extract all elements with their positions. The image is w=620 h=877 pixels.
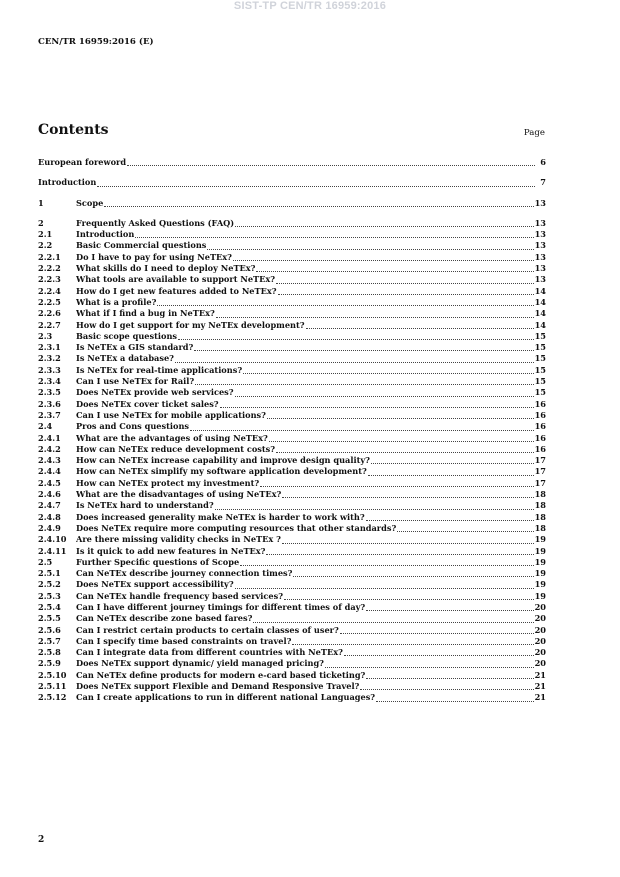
toc-entry[interactable] xyxy=(38,320,546,331)
toc-leader-dots xyxy=(157,304,533,306)
toc-entry-title: Can NeTEx describe zone based fares? xyxy=(76,613,253,624)
toc-leader-dots xyxy=(260,485,533,487)
toc-entry-title: Does NeTEx cover ticket sales? xyxy=(76,398,219,409)
toc-entry[interactable] xyxy=(38,433,546,444)
toc-leader-dots xyxy=(127,164,535,166)
toc-entry-number: 2 xyxy=(38,217,44,228)
toc-entry[interactable] xyxy=(38,489,546,500)
toc-entry-page: 19 xyxy=(534,534,546,545)
toc-entry-page: 13 xyxy=(534,229,546,240)
toc-entry-page: 13 xyxy=(534,274,546,285)
toc-entry-number: 2.5.12 xyxy=(38,692,67,703)
toc-entry[interactable] xyxy=(38,625,546,636)
toc-entry[interactable] xyxy=(38,286,546,297)
toc-entry-number: 2.5.6 xyxy=(38,624,61,635)
toc-entry-number: 2.4.3 xyxy=(38,455,61,466)
toc-entry-number: 2.5.10 xyxy=(38,669,67,680)
toc-entry-title: What are the advantages of using NeTEx? xyxy=(76,432,268,443)
toc-entry-page: 21 xyxy=(534,692,546,703)
toc-leader-dots xyxy=(306,327,534,329)
toc-entry-title: Does NeTEx support Flexible and Demand Responsive Travel? xyxy=(76,681,360,692)
toc-entry[interactable] xyxy=(38,308,546,319)
toc-entry-number: 2.5.9 xyxy=(38,658,61,669)
toc-entry-page: 13 xyxy=(534,217,546,228)
toc-entry-number: 2.3 xyxy=(38,330,53,341)
toc-leader-dots xyxy=(135,236,533,238)
toc-entry-page: 16 xyxy=(534,443,546,454)
toc-entry-title: Can NeTEx define products for modern e-card based ticketing? xyxy=(76,669,366,680)
toc-entry-page: 16 xyxy=(534,432,546,443)
toc-entry-page: 20 xyxy=(534,624,546,635)
toc-entry-page: 18 xyxy=(534,489,546,500)
toc-entry-page: 13 xyxy=(534,197,546,208)
toc-entry-page: 15 xyxy=(534,387,546,398)
toc-entry-title: Can I integrate data from different countries with NeTEx? xyxy=(76,647,343,658)
toc-entry-title: Is NeTEx a GIS standard? xyxy=(76,342,194,353)
toc-entry-title: Is NeTEx hard to understand? xyxy=(76,500,214,511)
toc-entry-page: 19 xyxy=(534,590,546,601)
toc-entry-page: 20 xyxy=(534,658,546,669)
toc-leader-dots xyxy=(292,643,533,645)
toc-entry-page: 18 xyxy=(534,522,546,533)
toc-entry-number: 2.1 xyxy=(38,229,53,240)
toc-entry[interactable] xyxy=(38,602,546,613)
toc-leader-dots xyxy=(276,282,534,284)
toc-entry[interactable] xyxy=(38,342,546,353)
toc-entry-page: 17 xyxy=(534,466,546,477)
toc-entry-title: Basic scope questions xyxy=(76,330,178,341)
toc-leader-dots xyxy=(178,338,534,340)
toc-leader-dots xyxy=(253,621,533,623)
toc-entry[interactable] xyxy=(38,177,546,188)
toc-entry-number: 2.2.7 xyxy=(38,319,61,330)
toc-entry-title: How can NeTEx protect my investment? xyxy=(76,477,260,488)
toc-leader-dots xyxy=(282,542,534,544)
toc-entry-number: 2.5 xyxy=(38,556,53,567)
toc-leader-dots xyxy=(366,519,534,521)
toc-leader-dots xyxy=(240,564,533,566)
document-reference: CEN/TR 16959:2016 (E) xyxy=(38,37,154,47)
watermark: SIST-TP CEN/TR 16959:2016 xyxy=(233,0,387,12)
toc-leader-dots xyxy=(216,316,534,318)
toc-entry-title: How can NeTEx reduce development costs? xyxy=(76,443,276,454)
toc-entry[interactable] xyxy=(38,670,546,681)
toc-entry[interactable] xyxy=(38,198,546,209)
toc-entry-page: 15 xyxy=(534,342,546,353)
contents-heading: Contents xyxy=(38,122,109,138)
toc-entry-page: 14 xyxy=(534,308,546,319)
toc-leader-dots xyxy=(194,349,533,351)
toc-entry[interactable] xyxy=(38,478,546,489)
toc-entry-number: 2.4.1 xyxy=(38,432,61,443)
toc-entry-title: Frequently Asked Questions (FAQ) xyxy=(76,217,235,228)
toc-entry[interactable] xyxy=(38,421,546,432)
toc-entry-title: Further Specific questions of Scope xyxy=(76,556,240,567)
table-of-contents xyxy=(38,157,546,704)
toc-entry-title: Introduction xyxy=(76,229,135,240)
toc-leader-dots xyxy=(269,440,534,442)
toc-entry-page: 20 xyxy=(534,601,546,612)
toc-entry-number: 2.3.4 xyxy=(38,376,61,387)
toc-leader-dots xyxy=(360,688,533,690)
toc-entry-number: 1 xyxy=(38,197,44,208)
toc-entry-number: 2.5.1 xyxy=(38,568,61,579)
toc-entry[interactable] xyxy=(38,681,546,692)
toc-entry-title: Can I restrict certain products to certain classes of user? xyxy=(76,624,339,635)
toc-entry-number: 2.5.5 xyxy=(38,613,61,624)
toc-entry-number: 2.5.11 xyxy=(38,681,67,692)
toc-entry-title: Does NeTEx support dynamic/ yield managed pricing? xyxy=(76,658,324,669)
toc-entry[interactable] xyxy=(38,523,546,534)
toc-entry-page: 13 xyxy=(534,251,546,262)
toc-entry[interactable] xyxy=(38,579,546,590)
toc-entry-page: 16 xyxy=(534,409,546,420)
toc-entry-page: 20 xyxy=(534,647,546,658)
toc-entry-page: 14 xyxy=(534,285,546,296)
toc-entry-number: 2.3.5 xyxy=(38,387,61,398)
toc-entry-title: Introduction xyxy=(38,177,97,188)
toc-leader-dots xyxy=(368,474,534,476)
toc-entry-page: 15 xyxy=(534,353,546,364)
toc-entry-title: How do I get new features added to NeTEx? xyxy=(76,285,277,296)
toc-entry-number: 2.5.4 xyxy=(38,601,61,612)
toc-leader-dots xyxy=(366,677,533,679)
toc-entry[interactable] xyxy=(38,399,546,410)
toc-entry-title: How can NeTEx simplify my software application development? xyxy=(76,466,367,477)
toc-entry-page: 19 xyxy=(534,556,546,567)
toc-entry-number: 2.2.5 xyxy=(38,296,61,307)
toc-entry-title: Is NeTEx a database? xyxy=(76,353,174,364)
toc-entry-title: Pros and Cons questions xyxy=(76,421,190,432)
toc-entry[interactable] xyxy=(38,229,546,240)
toc-entry[interactable] xyxy=(38,557,546,568)
toc-entry-number: 2.4.11 xyxy=(38,545,67,556)
toc-entry[interactable] xyxy=(38,157,546,168)
toc-entry-title: How can NeTEx increase capability and improve design quality? xyxy=(76,455,370,466)
toc-entry[interactable] xyxy=(38,512,546,523)
toc-entry-number: 2.5.8 xyxy=(38,647,61,658)
toc-leader-dots xyxy=(235,225,533,227)
toc-entry-page: 18 xyxy=(534,511,546,522)
toc-entry-number: 2.3.2 xyxy=(38,353,61,364)
toc-leader-dots xyxy=(278,293,534,295)
toc-leader-dots xyxy=(344,654,534,656)
toc-entry[interactable] xyxy=(38,568,546,579)
toc-entry-title: Basic Commercial questions xyxy=(76,240,207,251)
toc-leader-dots xyxy=(256,270,533,272)
toc-entry-number: 2.5.7 xyxy=(38,635,61,646)
toc-entry-title: Do I have to pay for using NeTEx? xyxy=(76,251,232,262)
toc-leader-dots xyxy=(235,395,534,397)
toc-entry-page: 20 xyxy=(534,613,546,624)
toc-leader-dots xyxy=(293,575,533,577)
toc-leader-dots xyxy=(190,429,534,431)
toc-entry-number: 2.4.10 xyxy=(38,534,67,545)
toc-leader-dots xyxy=(366,609,533,611)
toc-entry-title: What if I find a bug in NeTEx? xyxy=(76,308,215,319)
toc-entry-title: What tools are available to support NeTEx? xyxy=(76,274,276,285)
toc-entry-title: Does increased generality make NeTEx is harder to work with? xyxy=(76,511,365,522)
toc-entry-page: 19 xyxy=(534,545,546,556)
toc-entry-page: 21 xyxy=(534,681,546,692)
toc-entry[interactable] xyxy=(38,387,546,398)
toc-entry-page: 15 xyxy=(534,330,546,341)
toc-leader-dots xyxy=(195,383,533,385)
toc-entry-number: 2.3.6 xyxy=(38,398,61,409)
toc-leader-dots xyxy=(376,700,533,702)
toc-entry-page: 6 xyxy=(540,157,546,167)
toc-entry-title: Can I use NeTEx for Rail? xyxy=(76,376,195,387)
toc-entry[interactable] xyxy=(38,365,546,376)
toc-leader-dots xyxy=(220,406,534,408)
toc-entry-page: 18 xyxy=(534,500,546,511)
toc-leader-dots xyxy=(207,248,533,250)
toc-entry-title: Is NeTEx for real-time applications? xyxy=(76,364,243,375)
toc-leader-dots xyxy=(397,530,533,532)
toc-entry[interactable] xyxy=(38,297,546,308)
toc-leader-dots xyxy=(175,361,534,363)
toc-entry[interactable] xyxy=(38,444,546,455)
toc-leader-dots xyxy=(340,632,534,634)
toc-entry-number: 2.4.5 xyxy=(38,477,61,488)
toc-entry[interactable] xyxy=(38,455,546,466)
toc-leader-dots xyxy=(235,587,534,589)
toc-entry-page: 14 xyxy=(534,319,546,330)
toc-entry-number: 2.2.3 xyxy=(38,274,61,285)
toc-leader-dots xyxy=(104,205,533,207)
toc-entry[interactable] xyxy=(38,252,546,263)
toc-entry[interactable] xyxy=(38,591,546,602)
toc-entry-page: 13 xyxy=(534,240,546,251)
toc-entry[interactable] xyxy=(38,410,546,421)
toc-entry-number: 2.4 xyxy=(38,421,53,432)
toc-entry[interactable] xyxy=(38,534,546,545)
toc-entry-title: What skills do I need to deploy NeTEx? xyxy=(76,263,256,274)
toc-entry-number: 2.4.7 xyxy=(38,500,61,511)
toc-entry-title: Can I create applications to run in different national Languages? xyxy=(76,692,376,703)
toc-entry-page: 16 xyxy=(534,421,546,432)
toc-entry-number: 2.4.2 xyxy=(38,443,61,454)
toc-entry[interactable] xyxy=(38,546,546,557)
toc-entry[interactable] xyxy=(38,263,546,274)
toc-entry-page: 16 xyxy=(534,398,546,409)
toc-entry-number: 2.3.3 xyxy=(38,364,61,375)
toc-leader-dots xyxy=(97,185,535,187)
toc-entry-number: 2.3.1 xyxy=(38,342,61,353)
toc-entry-title: Can I have different journey timings for different times of day? xyxy=(76,601,366,612)
toc-leader-dots xyxy=(266,553,533,555)
toc-leader-dots xyxy=(233,259,534,261)
toc-entry-title: Is it quick to add new features in NeTEx? xyxy=(76,545,266,556)
toc-entry-title: Scope xyxy=(76,197,104,208)
toc-entry[interactable] xyxy=(38,331,546,342)
toc-entry-title: What is a profile? xyxy=(76,296,157,307)
toc-entry-title: Does NeTEx support accessibility? xyxy=(76,579,234,590)
toc-entry-title: European foreword xyxy=(38,157,127,167)
toc-entry-page: 13 xyxy=(534,263,546,274)
toc-entry[interactable] xyxy=(38,353,546,364)
toc-entry[interactable] xyxy=(38,647,546,658)
toc-entry-number: 2.3.7 xyxy=(38,409,61,420)
toc-leader-dots xyxy=(284,598,534,600)
toc-entry[interactable] xyxy=(38,613,546,624)
toc-entry-number: 2.2 xyxy=(38,240,53,251)
toc-entry-number: 2.5.3 xyxy=(38,590,61,601)
toc-entry[interactable] xyxy=(38,636,546,647)
toc-entry-title: Are there missing validity checks in NeTEx ? xyxy=(76,534,281,545)
toc-entry-title: Can I use NeTEx for mobile applications? xyxy=(76,409,266,420)
toc-entry[interactable] xyxy=(38,466,546,477)
toc-entry-title: Can NeTEx describe journey connection times? xyxy=(76,568,293,579)
toc-entry-number: 2.2.6 xyxy=(38,308,61,319)
toc-entry[interactable] xyxy=(38,218,546,229)
toc-leader-dots xyxy=(282,496,533,498)
toc-entry-page: 19 xyxy=(534,568,546,579)
toc-entry-number: 2.4.8 xyxy=(38,511,61,522)
toc-entry-page: 14 xyxy=(534,296,546,307)
toc-entry-page: 15 xyxy=(534,364,546,375)
toc-leader-dots xyxy=(276,451,534,453)
toc-entry-page: 17 xyxy=(534,477,546,488)
toc-entry-title: What are the disadvantages of using NeTEx? xyxy=(76,489,282,500)
toc-entry-number: 2.2.2 xyxy=(38,263,61,274)
toc-entry[interactable] xyxy=(38,376,546,387)
toc-entry-title: Can I specify time based constraints on travel? xyxy=(76,635,292,646)
toc-entry-title: How do I get support for my NeTEx development? xyxy=(76,319,305,330)
toc-entry-number: 2.4.6 xyxy=(38,489,61,500)
toc-entry-number: 2.2.4 xyxy=(38,285,61,296)
toc-leader-dots xyxy=(215,508,534,510)
toc-entry-title: Does NeTEx provide web services? xyxy=(76,387,234,398)
toc-entry-page: 15 xyxy=(534,376,546,387)
toc-entry-title: Does NeTEx require more computing resources that other standards? xyxy=(76,522,397,533)
toc-entry[interactable] xyxy=(38,658,546,669)
toc-entry-number: 2.5.2 xyxy=(38,579,61,590)
toc-entry[interactable] xyxy=(38,500,546,511)
toc-entry-page: 7 xyxy=(540,177,546,188)
toc-entry-number: 2.4.4 xyxy=(38,466,61,477)
page-number: 2 xyxy=(38,835,45,845)
toc-entry-page: 21 xyxy=(534,669,546,680)
toc-entry[interactable] xyxy=(38,240,546,251)
toc-entry-page: 19 xyxy=(534,579,546,590)
toc-leader-dots xyxy=(243,372,533,374)
toc-entry-page: 17 xyxy=(534,455,546,466)
toc-leader-dots xyxy=(325,666,534,668)
toc-entry[interactable] xyxy=(38,692,546,703)
toc-entry-page: 20 xyxy=(534,635,546,646)
page-column-label: Page xyxy=(523,128,545,138)
toc-entry-number: 2.2.1 xyxy=(38,251,61,262)
toc-entry-number: 2.4.9 xyxy=(38,522,61,533)
toc-entry-title: Can NeTEx handle frequency based services? xyxy=(76,590,283,601)
toc-leader-dots xyxy=(371,462,534,464)
toc-leader-dots xyxy=(267,417,534,419)
toc-entry[interactable] xyxy=(38,274,546,285)
